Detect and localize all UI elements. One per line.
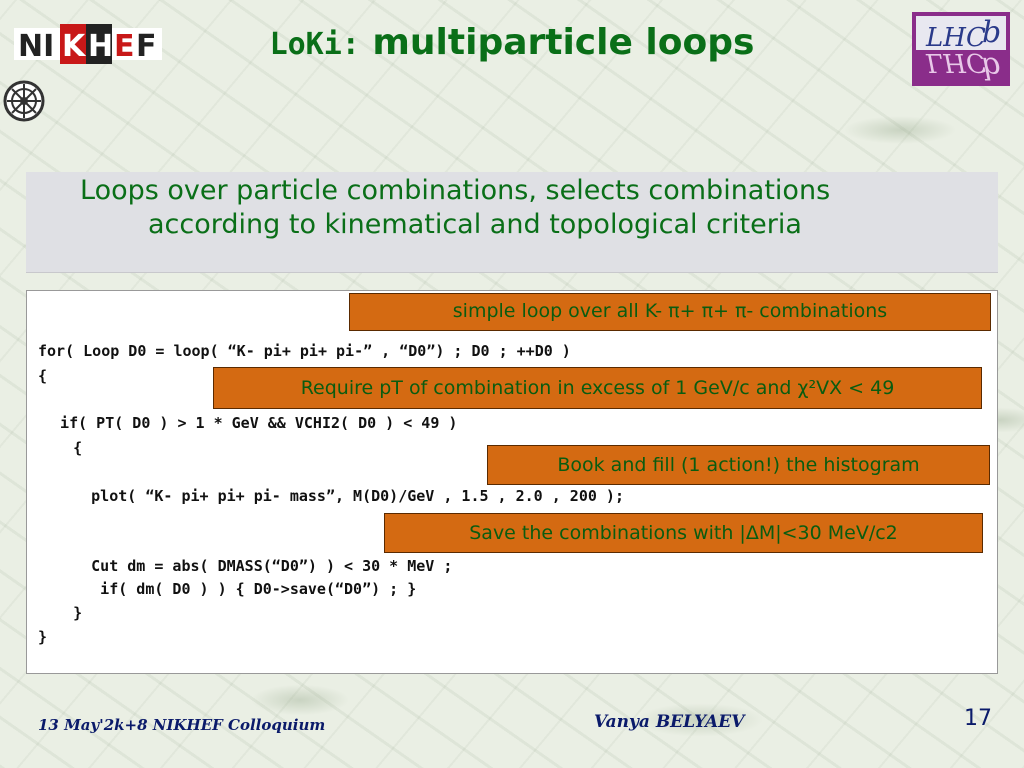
code-line-4: { [46,439,83,457]
code-line-2: { [38,367,48,385]
callout-loop: simple loop over all K- π+ π+ π- combinations [349,293,991,331]
subtitle-line-1: Loops over particle combinations, selects combinations [80,175,831,206]
callout-require: Require pT of combination in excess of 1 GeV/c and χ²VX < 49 [213,367,982,409]
slide-title [0,22,1024,63]
footer-date: 13 May'2k+8 NIKHEF Colloquium [38,716,326,734]
footer-author: Vanya BELYAEV [594,712,745,732]
code-line-1: for( Loop D0 = loop( “K- pi+ pi+ pi-” , “D0”) ; D0 ; ++D0 ) [38,342,571,360]
svg-text:NI: NI [18,29,55,64]
page-number: 17 [964,706,992,731]
callout-save: Save the combinations with |ΔM|<30 MeV/c2 [384,513,983,553]
code-line-8: } [46,604,83,622]
svg-text:H: H [88,29,114,64]
svg-text:LHC: LHC [926,47,986,77]
nikhef-wheel-icon [3,80,45,122]
title-text: multiparticle loops [359,22,755,63]
svg-text:LHC: LHC [926,23,986,53]
title-loki: LoKi: [269,27,360,62]
code-line-9: } [38,628,48,646]
subtitle-text [80,174,960,242]
svg-text:F: F [136,29,157,64]
svg-text:b: b [982,15,1002,50]
code-line-5: plot( “K- pi+ pi+ pi- mass”, M(D0)/GeV , 1.5 , 2.0 , 200 ); [46,487,624,505]
callout-book: Book and fill (1 action!) the histogram [487,445,990,485]
subtitle-line-2: according to kinematical and topological criteria [148,209,802,240]
svg-text:K: K [62,29,86,64]
svg-text:b: b [982,50,1002,85]
code-line-6: Cut dm = abs( DMASS(“D0”) ) < 30 * MeV ; [46,557,453,575]
code-line-3: if( PT( D0 ) > 1 * GeV && VCHI2( D0 ) < 49 ) [42,414,458,432]
code-line-7: if( dm( D0 ) ) { D0->save(“D0”) ; } [46,580,417,598]
svg-text:E: E [114,29,135,64]
